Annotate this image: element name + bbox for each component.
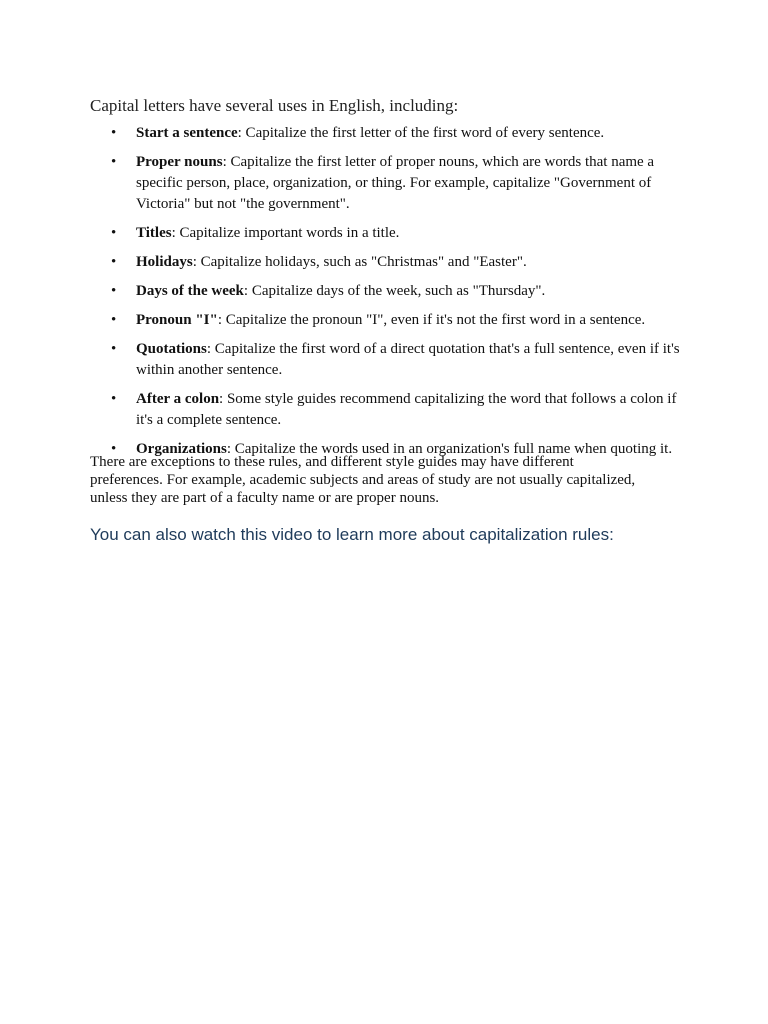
rule-description: : Some style guides recommend capitalizing the word that follows a colon if it's a complete sentence. — [136, 391, 677, 428]
video-prompt-text: You can also watch this video to learn more about capitalization rules: — [90, 525, 614, 544]
rule-term: Proper nouns — [136, 154, 223, 170]
bullet-icon: • — [111, 441, 117, 457]
bullet-icon: • — [111, 125, 117, 141]
rule-description: : Capitalize holidays, such as "Christmas" and "Easter". — [192, 254, 527, 270]
rule-term: Quotations — [136, 341, 207, 357]
list-item — [111, 223, 680, 244]
rule-description: : Capitalize the first letter of proper nouns, which are words that name a specific person, place, organization, or thing. For example, capitalize "Government of Victoria" but not "the government". — [136, 154, 655, 212]
rule-description: : Capitalize the pronoun "I", even if it's not the first word in a sentence. — [217, 312, 646, 328]
rule-term: Organizations — [136, 441, 227, 457]
rule-term: Pronoun "I" — [136, 312, 218, 328]
document-content — [90, 95, 680, 546]
rule-term: After a colon — [136, 391, 220, 407]
list-item — [111, 439, 680, 460]
bullet-icon: • — [111, 154, 117, 170]
capitalization-rules-list — [90, 123, 680, 460]
rule-description: : Capitalize the first letter of the first word of every sentence. — [237, 125, 605, 141]
bullet-icon: • — [111, 283, 117, 299]
rule-description: : Capitalize the first word of a direct quotation that's a full sentence, even if it's within another sentence. — [136, 341, 680, 378]
rule-term: Titles — [136, 225, 172, 241]
rule-term: Days of the week — [136, 283, 244, 299]
intro-paragraph: Capital letters have several uses in English, including: — [90, 96, 459, 115]
bullet-icon: • — [111, 254, 117, 270]
list-item — [111, 123, 680, 144]
rule-description: : Capitalize important words in a title. — [171, 225, 400, 241]
rule-term: Start a sentence — [136, 125, 238, 141]
list-item — [111, 389, 680, 431]
rule-term: Holidays — [136, 254, 193, 270]
bullet-icon: • — [111, 312, 117, 328]
rule-description: : Capitalize days of the week, such as "Thursday". — [243, 283, 546, 299]
bullet-icon: • — [111, 391, 117, 407]
list-item — [111, 252, 680, 273]
bullet-icon: • — [111, 341, 117, 357]
bullet-icon: • — [111, 225, 117, 241]
list-item — [111, 310, 680, 331]
rule-description: : Capitalize the words used in an organization's full name when quoting it. — [226, 441, 673, 457]
exceptions-paragraph: There are exceptions to these rules, and different style guides may have different preferences. For example, academic subjects and areas of study are not usually capitalized, unless they are part of a faculty name or are proper nouns. — [90, 454, 636, 506]
list-item — [111, 281, 680, 302]
list-item — [111, 339, 680, 381]
list-item — [111, 152, 680, 215]
